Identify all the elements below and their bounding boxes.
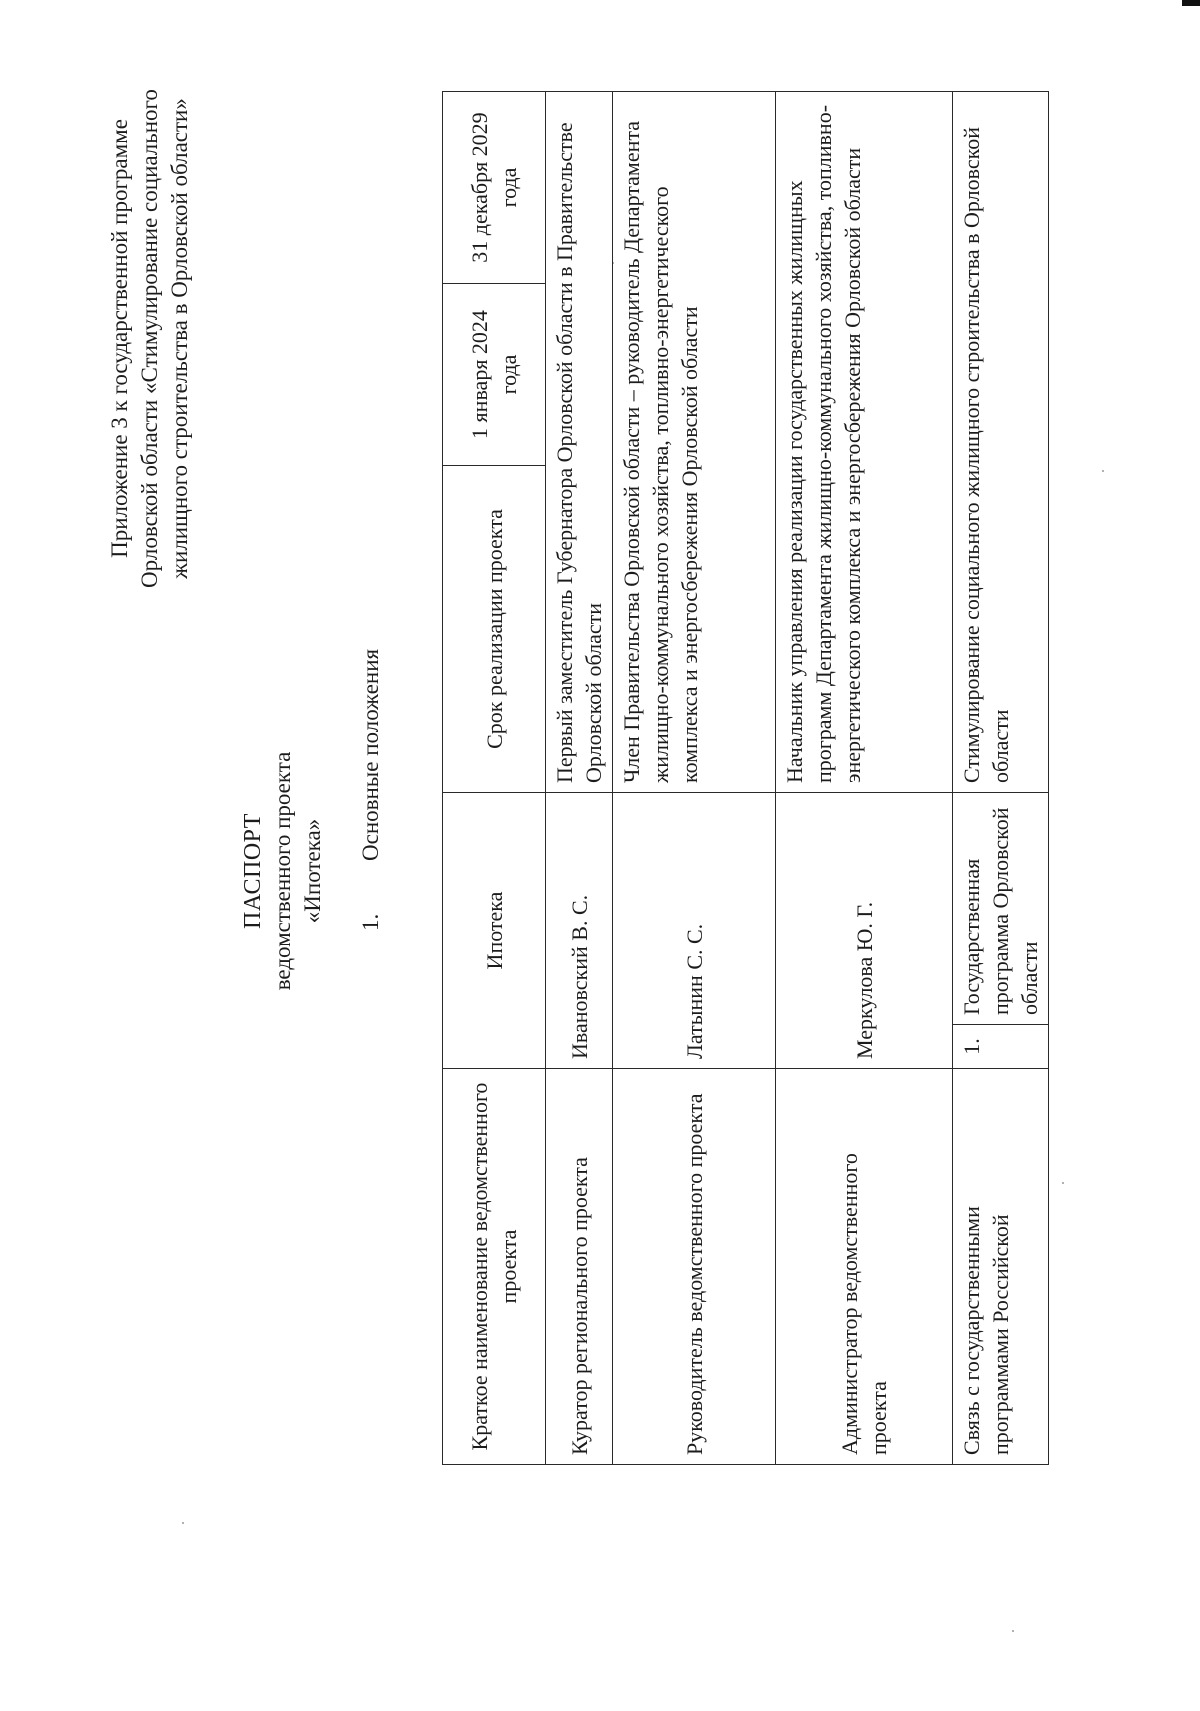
section-number: 1.	[358, 913, 383, 931]
head-label: Руководитель ведомственного проекта	[613, 1069, 776, 1465]
head-position: Член Правительства Орловской области – руководитель Департамента жилищно-коммунального хозяйства, топливно-энергетического комплекса и энергосбережения Орловской области	[613, 92, 776, 793]
curator-label: Куратор регионального проекта	[546, 1069, 613, 1465]
section-title: Основные положения	[358, 648, 383, 861]
table-row	[546, 92, 613, 1465]
link-program-name: Стимулирование социального жилищного строительства в Орловской области	[953, 92, 1049, 793]
period-label: Срок реализации проекта	[443, 466, 546, 793]
curator-name: Ивановский В. С.	[546, 793, 613, 1069]
section-heading	[356, 649, 386, 931]
period-start: 1 января 2024 года	[443, 284, 546, 466]
passport-heading	[238, 681, 328, 1061]
table-row	[953, 92, 1049, 1465]
table-row	[443, 92, 546, 1465]
period-end: 31 декабря 2029 года	[443, 92, 546, 284]
appendix-note	[105, 46, 195, 631]
passport-title: ПАСПОРТ	[240, 813, 266, 929]
table-row	[613, 92, 776, 1465]
table-row	[776, 92, 953, 1465]
link-index: 1.	[953, 1025, 1049, 1069]
link-program-type: Государственная программа Орловской области	[953, 793, 1049, 1025]
administrator-name: Меркулова Ю. Г.	[776, 793, 953, 1069]
administrator-label: Администратор ведомственного проекта	[776, 1069, 953, 1465]
curator-position: Первый заместитель Губернатора Орловской области в Правительстве Орловской области	[546, 92, 613, 793]
main-positions-table	[442, 91, 1049, 1465]
project-name: «Ипотека»	[300, 818, 325, 924]
head-name: Латынин С. С.	[613, 793, 776, 1069]
passport-subtitle: ведомственного проекта	[270, 751, 295, 991]
appendix-line: Орловской области «Стимулирование социального	[137, 89, 162, 588]
short-name-value: Ипотека	[443, 793, 546, 1069]
administrator-position: Начальник управления реализации государственных жилищных программ Департамента жилищно-коммунального хозяйства, топливно-энергетического комплекса и энергосбережения Орловской области	[776, 92, 953, 793]
link-label: Связь с государственными программами Российской	[953, 1069, 1049, 1465]
short-name-label: Краткое наименование ведомственного проекта	[443, 1069, 546, 1465]
appendix-line: жилищного строительства в Орловской области»	[167, 98, 192, 579]
appendix-line: Приложение 3 к государственной программе	[107, 119, 132, 558]
